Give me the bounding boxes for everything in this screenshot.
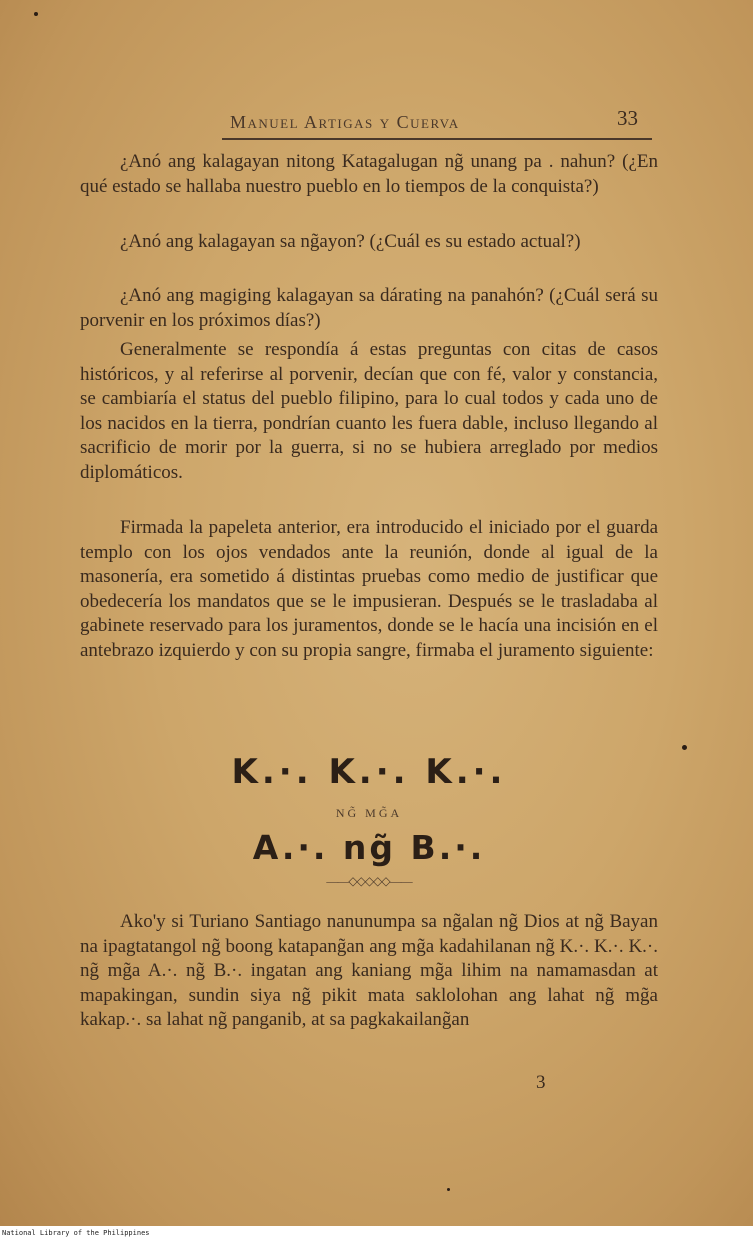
running-title: Manuel Artigas y Cuerva — [230, 112, 460, 132]
emblem-kkk: K.·. K.·. K.·. — [231, 752, 507, 792]
paragraph-question-present: ¿Anó ang kalagayan sa ng̃ayon? (¿Cuál es su estado actual?) — [120, 231, 581, 252]
paragraph-initiation: Firmada la papeleta anterior, era introducido el iniciado por el guarda templo con los ojos vendados ante la reunión, donde al igual de la masonería, era sometido á distintas pruebas como medio de justificar que obedecería los mandatos que se le impusieran. Después se le trasladaba al gabinete reservado para los juramentos, donde se le hacía una incisión en el antebrazo izquierdo y con su propia sangre, firmaba el juramento siguiente: — [80, 517, 658, 661]
paragraph-question-past: ¿Anó ang kalagayan nitong Katagalugan ng̃ unang pa . nahun? (¿En qué estado se hallaba nuestro pueblo en lo tiempos de la conquista?) — [80, 151, 658, 197]
footer-credit: National Library of the Philippines — [2, 1229, 150, 1237]
emblem-anb: A.·. ng̃ B.·. — [252, 828, 486, 867]
ink-speck — [682, 745, 687, 750]
ink-speck — [34, 12, 38, 16]
page-number: 33 — [617, 106, 638, 130]
paragraph-answers: Generalmente se respondía á estas preguntas con citas de casos históricos, y al referirse al porvenir, decían que con fé, valor y constancia, se cambiaría el status del pueblo filipino, para lo cual todos y cada uno de los nacidos en la tierra, pondrían cuanto les fuera dable, incluso llegando al sacrificio de morir por la guerra, si no se hubiera arreglado por medios diplomáticos. — [80, 339, 658, 483]
emblem-connector: NG̃ MG̃A — [335, 806, 403, 820]
signature-mark: 3 — [536, 1072, 546, 1093]
header-rule — [222, 138, 652, 140]
ornament-divider: ——◇◇◇◇◇—— — [326, 874, 412, 888]
paragraph-question-future: ¿Anó ang magiging kalagayan sa dárating na panahón? (¿Cuál será su porvenir en los próximos días?) — [80, 285, 658, 331]
paragraph-oath: Ako'y si Turiano Santiago nanunumpa sa ng̃alan ng̃ Dios at ng̃ Bayan na ipagtatangol ng̃ boong katapang̃an ang mg̃a kadahilanan ng̃ K.·. K.·. K.·. ng̃ mg̃a A.·. ng̃ B.·. ingatan ang kaniang mg̃a lihim na namamasdan at mapakingan, sundin siya ng̃ pikit mata saklolohan ang lahat ng̃ mg̃a kakap.·. sa lahat ng̃ panganib, at sa pagkakailang̃an — [80, 911, 658, 1031]
ink-speck — [447, 1188, 450, 1191]
page-header — [222, 104, 652, 140]
